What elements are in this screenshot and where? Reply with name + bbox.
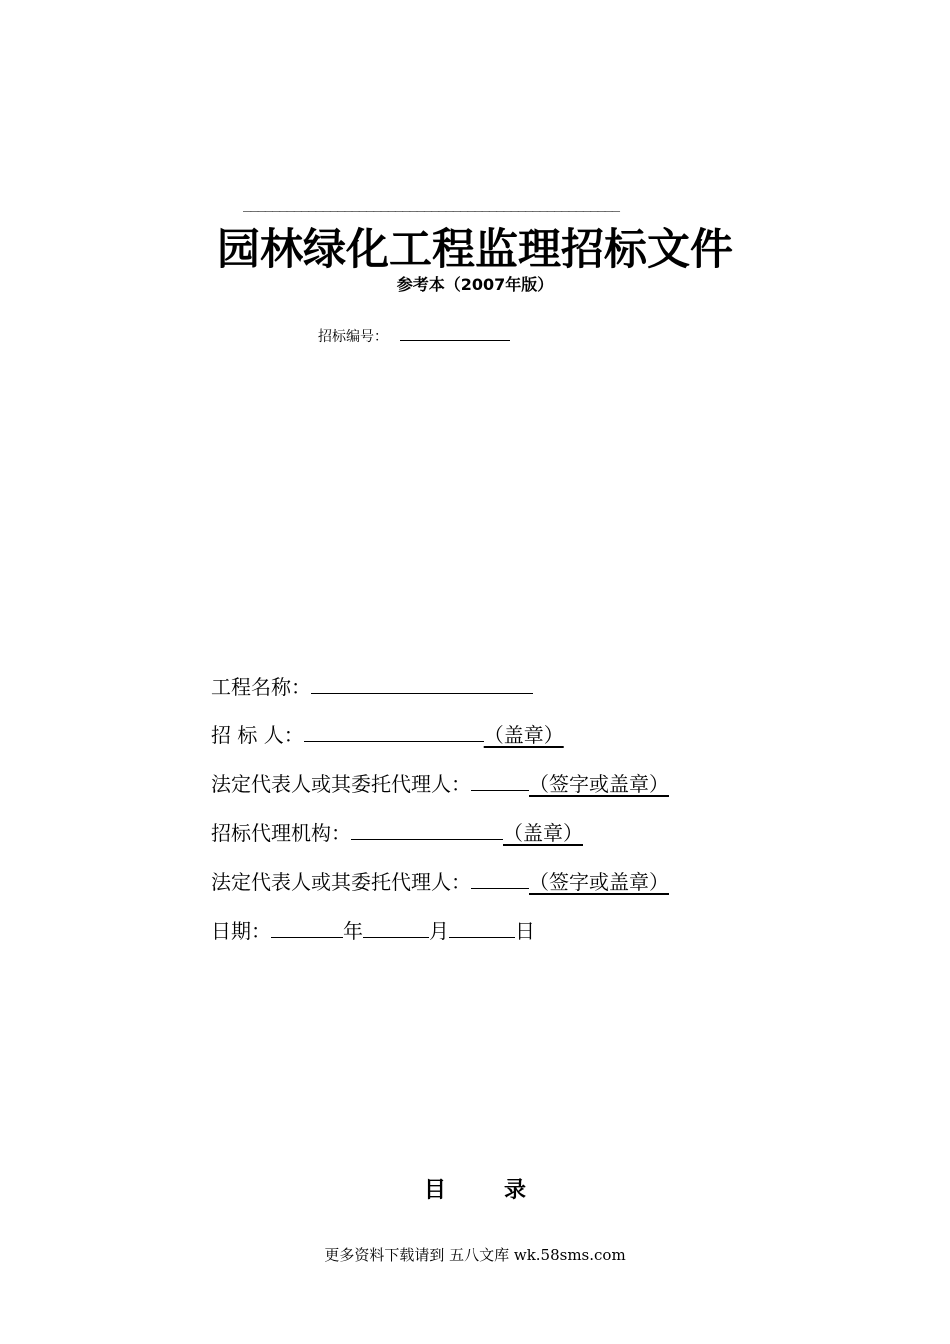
legal-rep-label-2: 法定代表人或其委托代理人： — [211, 870, 471, 894]
day-blank — [449, 917, 515, 938]
day-label: 日 — [515, 919, 535, 943]
legal-rep-sign-note-2: （签字或盖章） — [529, 870, 669, 894]
toc-heading-char-2: 录 — [504, 1178, 527, 1203]
footer-download-note: 更多资料下载请到 五八文库 wk.58sms.com — [324, 1246, 626, 1264]
year-blank — [271, 917, 343, 938]
project-name-blank — [311, 673, 533, 694]
project-name-row — [211, 673, 533, 701]
document-subtitle: 参考本（2007年版） — [396, 275, 554, 294]
bid-number-label: 招标编号： — [318, 329, 388, 345]
bid-number-row — [318, 326, 510, 347]
top-dash-rule: ____________________________________________________ — [243, 196, 619, 212]
agency-blank — [351, 819, 503, 840]
legal-rep-blank-2 — [471, 868, 529, 889]
month-blank — [363, 917, 429, 938]
agency-label: 招标代理机构： — [211, 821, 351, 845]
tenderer-seal-note: （盖章） — [483, 723, 564, 747]
legal-rep-sign-note-1: （签字或盖章） — [529, 772, 669, 796]
legal-rep-label-1: 法定代表人或其委托代理人： — [211, 772, 471, 796]
project-name-label: 工程名称： — [211, 675, 311, 699]
tenderer-blank — [304, 721, 484, 742]
toc-heading — [0, 1176, 950, 1206]
year-label: 年 — [343, 919, 363, 943]
date-row — [211, 917, 535, 945]
toc-heading-char-1: 目 — [423, 1178, 446, 1203]
document-title: 园林绿化工程监理招标文件 — [217, 225, 733, 275]
agency-row — [211, 819, 583, 847]
bid-number-blank — [400, 326, 510, 341]
tenderer-row — [211, 721, 564, 749]
legal-rep-blank-1 — [471, 770, 529, 791]
tenderer-label: 招 标 人： — [211, 723, 304, 747]
legal-rep-row-2 — [211, 868, 669, 896]
month-label: 月 — [429, 919, 449, 943]
legal-rep-row-1 — [211, 770, 669, 798]
date-label: 日期： — [211, 919, 271, 943]
agency-seal-note: （盖章） — [503, 821, 583, 845]
